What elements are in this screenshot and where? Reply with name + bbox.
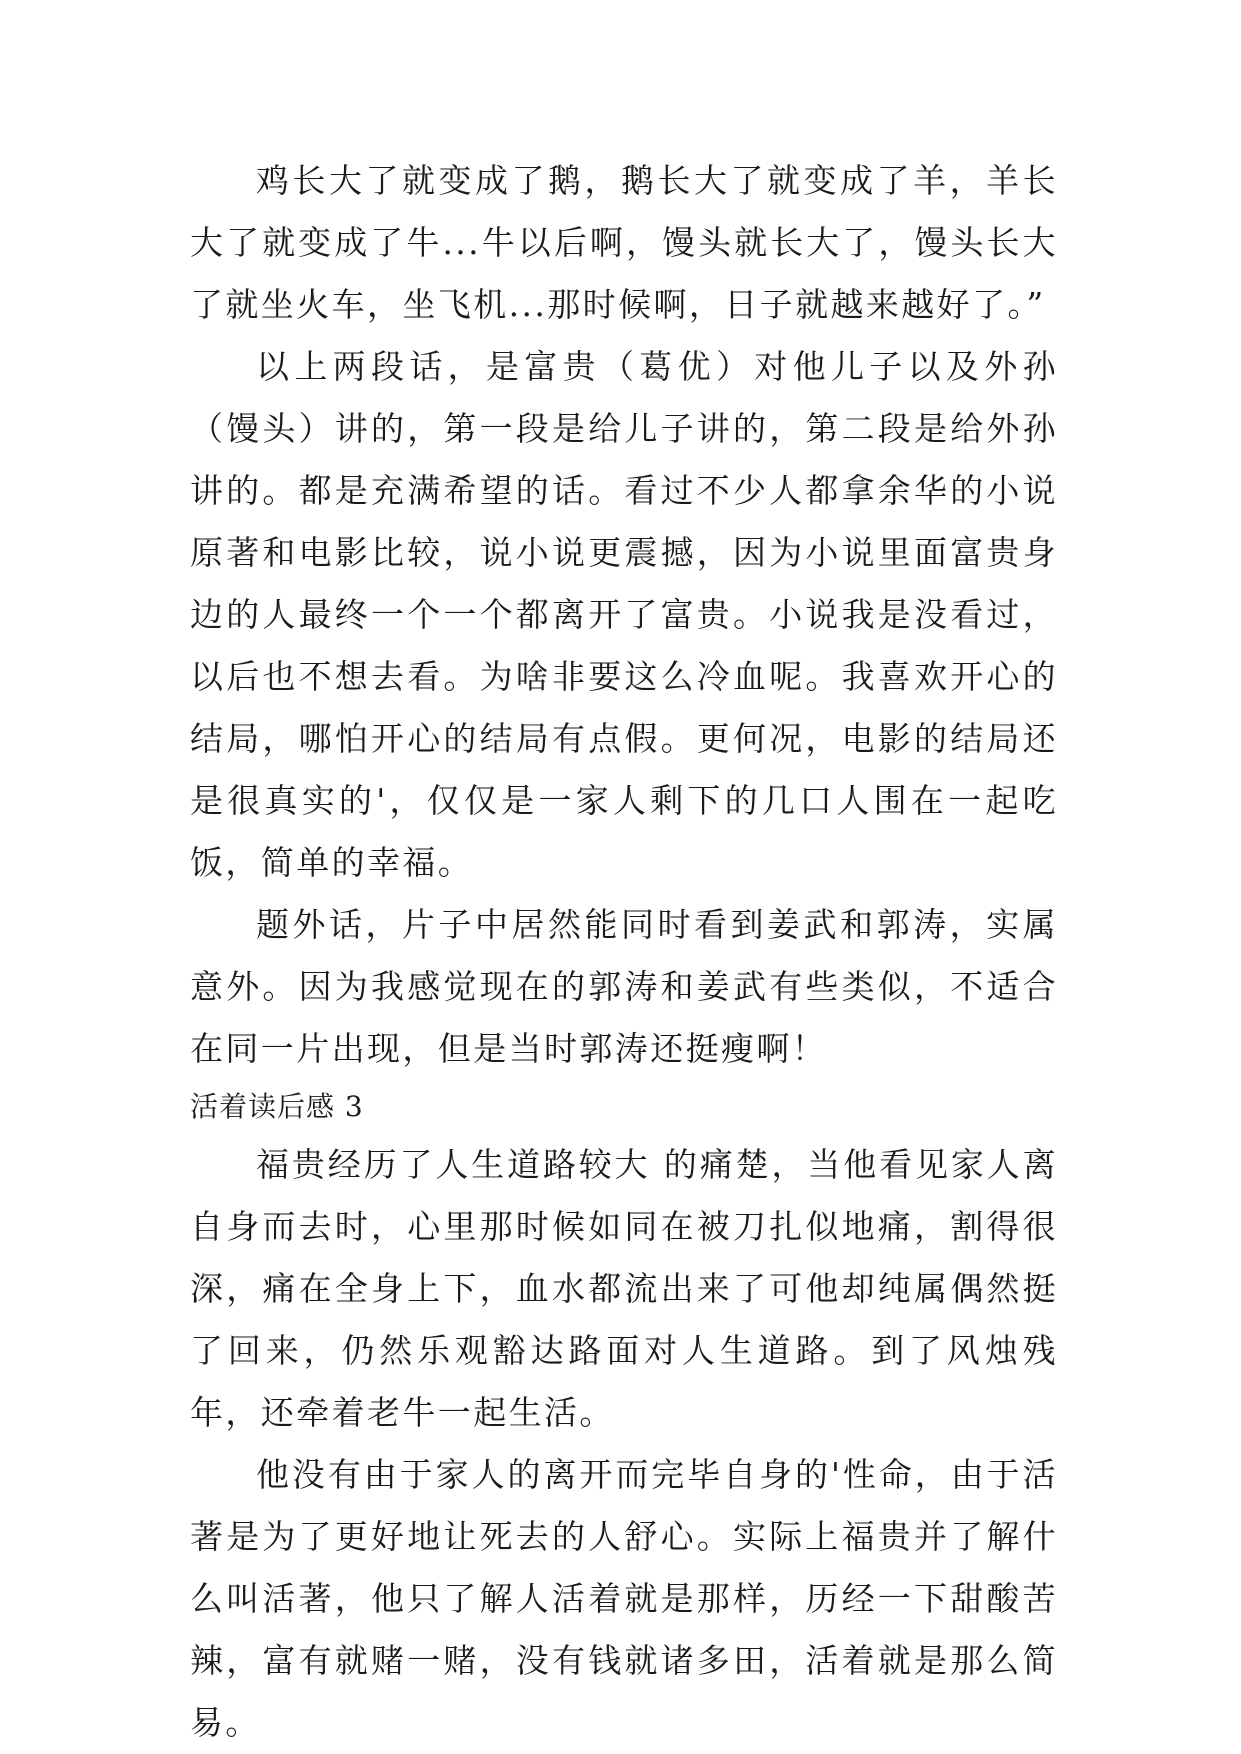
paragraph-fugui-words: 以上两段话，是富贵（葛优）对他儿子以及外孙（馒头）讲的，第一段是给儿子讲的，第二段是给外孙讲的。都是充满希望的话。看过不少人都拿余华的小说原著和电影比较，说小说更震撼，因为小说里面富贵身边的人最终一个一个都离开了富贵。小说我是没看过，以后也不想去看。为啥非要这么冷血呢。我喜欢开心的结局，哪怕开心的结局有点假。更何况，电影的结局还是很真实的'，仅仅是一家人剩下的几口人围在一起吃饭，简单的幸福。 <box>190 347 1058 882</box>
section-heading: 活着读后感 3 <box>190 1090 364 1123</box>
paragraph-living-meaning: 他没有由于家人的离开而完毕自身的'性命，由于活著是为了更好地让死去的人舒心。实际上福贵并了解什么叫活著，他只了解人活着就是那样，历经一下甜酸苦辣，富有就赌一赌，没有钱就诸多田，活着就是那么简易。 <box>190 1455 1058 1742</box>
paragraph-aside: 题外话，片子中居然能同时看到姜武和郭涛，实属意外。因为我感觉现在的郭涛和姜武有些类似，不适合在同一片出现，但是当时郭涛还挺瘦啊！ <box>190 905 1058 1068</box>
document-page <box>190 150 1058 1754</box>
paragraph-chicken-goose: 鸡长大了就变成了鹅，鹅长大了就变成了羊，羊长大了就变成了牛...牛以后啊，馒头就长大了，馒头长大了就坐火车，坐飞机...那时候啊，日子就越来越好了。” <box>190 161 1058 324</box>
paragraph-fugui-pain: 福贵经历了人生道路较大 的痛楚，当他看见家人离自身而去时，心里那时候如同在被刀扎似地痛，割得很深，痛在全身上下，血水都流出来了可他却纯属偶然挺了回来，仍然乐观豁达路面对人生道路。到了风烛残年，还牵着老牛一起生活。 <box>190 1145 1058 1432</box>
